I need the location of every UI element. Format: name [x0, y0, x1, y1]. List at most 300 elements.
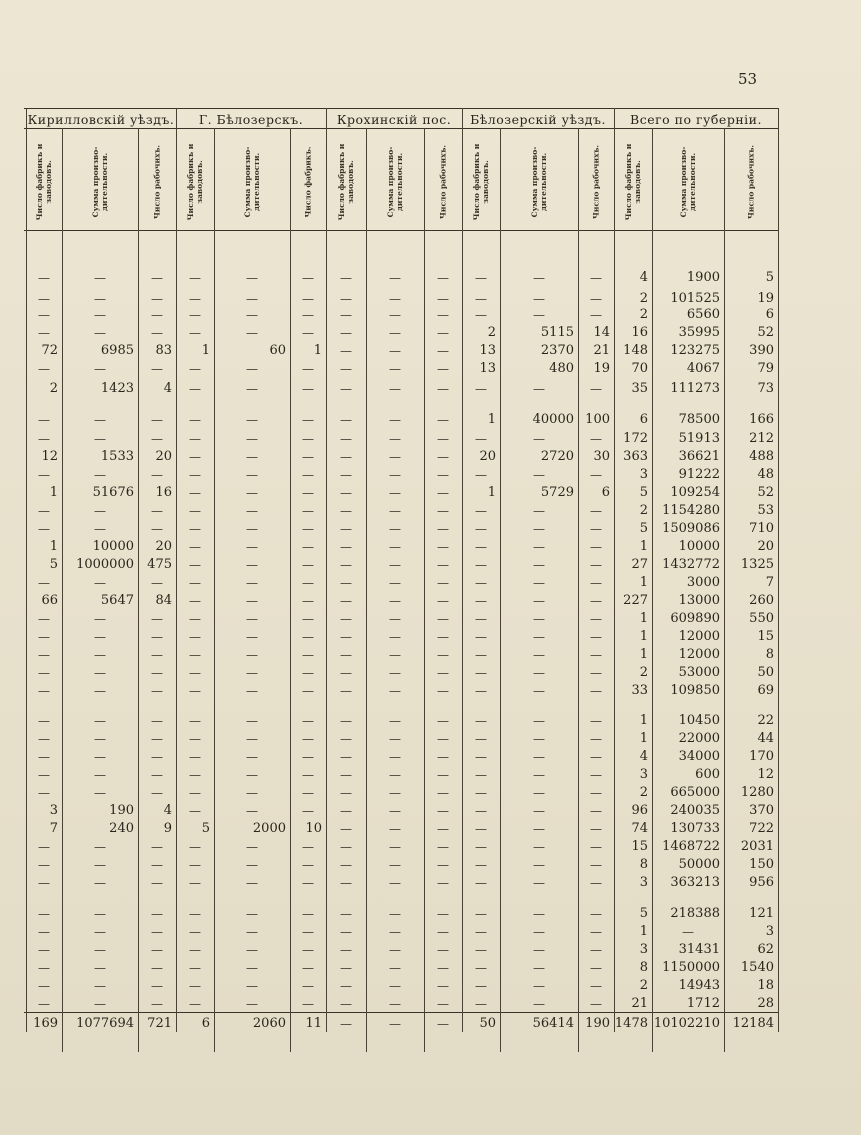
table-cell: 12000: [678, 629, 720, 644]
table-cell: —: [437, 840, 449, 854]
table-cell: —: [590, 271, 602, 285]
table-cell: —: [389, 961, 401, 975]
table-cell: —: [590, 732, 602, 746]
table-cell: —: [302, 486, 314, 500]
table-cell: —: [151, 714, 163, 728]
table-cell: —: [475, 997, 487, 1011]
table-cell: —: [151, 576, 163, 590]
table-cell: —: [302, 768, 314, 782]
table-cell: —: [533, 612, 545, 626]
table-cell: —: [189, 576, 201, 590]
table-cell: 488: [749, 449, 774, 464]
table-cell: 4: [639, 749, 648, 764]
column-header-label: Число рабочихъ.: [746, 145, 756, 219]
column-header-label: Число рабочихъ.: [438, 145, 448, 219]
table-cell: 6985: [100, 343, 134, 358]
column-divider: [214, 128, 215, 1052]
table-cell: —: [302, 612, 314, 626]
table-cell: —: [590, 804, 602, 818]
table-cell: —: [94, 576, 106, 590]
table-cell: 40000: [532, 412, 574, 427]
table-cell: —: [389, 943, 401, 957]
table-cell: —: [246, 750, 258, 764]
column-header: [62, 138, 138, 226]
table-cell: 27: [631, 557, 648, 572]
table-cell: —: [151, 468, 163, 482]
table-cell: —: [437, 714, 449, 728]
table-cell: —: [437, 907, 449, 921]
table-cell: 1: [639, 731, 648, 746]
table-cell: 83: [155, 343, 172, 358]
table-cell: —: [151, 768, 163, 782]
table-cell: —: [302, 925, 314, 939]
table-cell: —: [246, 768, 258, 782]
table-cell: —: [590, 594, 602, 608]
table-cell: —: [475, 576, 487, 590]
table-cell: —: [151, 750, 163, 764]
table-cell: 4: [163, 803, 172, 818]
table-cell: 12000: [678, 647, 720, 662]
table-cell: 370: [749, 803, 774, 818]
table-cell: —: [94, 326, 106, 340]
table-cell: 609890: [670, 611, 720, 626]
table-cell: —: [151, 876, 163, 890]
table-cell: 4067: [686, 361, 720, 376]
table-cell: —: [189, 486, 201, 500]
table-cell: —: [437, 413, 449, 427]
table-cell: —: [94, 714, 106, 728]
table-cell: 1468722: [662, 839, 720, 854]
table-cell: —: [340, 822, 352, 836]
table-cell: —: [246, 684, 258, 698]
table-cell: —: [246, 961, 258, 975]
table-cell: —: [94, 432, 106, 446]
table-cell: —: [151, 522, 163, 536]
table-cell: —: [389, 382, 401, 396]
table-cell: 13: [479, 361, 496, 376]
table-cell: —: [389, 540, 401, 554]
table-cell: —: [94, 750, 106, 764]
table-cell: —: [94, 768, 106, 782]
table-cell: —: [437, 326, 449, 340]
table-cell: —: [389, 732, 401, 746]
table-cell: —: [189, 558, 201, 572]
table-cell: —: [246, 714, 258, 728]
table-cell: —: [475, 876, 487, 890]
table-cell: —: [437, 504, 449, 518]
table-cell: —: [533, 714, 545, 728]
table-cell: —: [246, 666, 258, 680]
table-cell: —: [302, 292, 314, 306]
table-cell: —: [533, 925, 545, 939]
table-cell: 70: [631, 361, 648, 376]
table-cell: 69: [757, 683, 774, 698]
table-cell: —: [38, 768, 50, 782]
table-cell: —: [246, 432, 258, 446]
table-cell: —: [389, 362, 401, 376]
table-cell: —: [189, 714, 201, 728]
table-cell: 121: [749, 906, 774, 921]
table-cell: —: [533, 684, 545, 698]
table-cell: —: [340, 786, 352, 800]
table-cell: 1: [487, 485, 496, 500]
table-cell: —: [533, 648, 545, 662]
table-cell: 78500: [678, 412, 720, 427]
table-cell: —: [38, 876, 50, 890]
table-cell: —: [475, 714, 487, 728]
column-header-label: Число фабрикъ и заводовъ.: [624, 143, 642, 221]
table-cell: 22000: [678, 731, 720, 746]
table-cell: 15: [757, 629, 774, 644]
table-cell: 2: [49, 381, 58, 396]
table-cell: —: [437, 540, 449, 554]
table-cell: —: [151, 858, 163, 872]
table-cell: —: [302, 840, 314, 854]
column-header: [724, 138, 778, 226]
table-cell: —: [302, 468, 314, 482]
table-cell: 1000000: [76, 557, 134, 572]
table-cell: 5: [639, 906, 648, 921]
table-cell: —: [340, 504, 352, 518]
table-cell: —: [590, 630, 602, 644]
table-cell: —: [475, 308, 487, 322]
table-cell: —: [590, 750, 602, 764]
table-cell: —: [590, 858, 602, 872]
table-cell: —: [340, 308, 352, 322]
table-cell: 1: [639, 924, 648, 939]
table-cell: —: [302, 876, 314, 890]
table-cell: —: [151, 840, 163, 854]
table-cell: —: [475, 382, 487, 396]
column-divider: [176, 108, 177, 1032]
table-cell: —: [590, 522, 602, 536]
table-cell: 30: [593, 449, 610, 464]
column-header: [652, 138, 724, 226]
table-cell: —: [590, 979, 602, 993]
table-cell: 1280: [740, 785, 774, 800]
table-cell: —: [475, 804, 487, 818]
table-cell: 1: [313, 343, 322, 358]
table-cell: 50000: [678, 857, 720, 872]
table-cell: 2031: [740, 839, 774, 854]
table-cell: —: [38, 308, 50, 322]
column-header-label: Число фабрикъ и заводовъ.: [472, 143, 490, 221]
table-cell: 240035: [670, 803, 720, 818]
table-cell: —: [389, 666, 401, 680]
table-cell: —: [189, 540, 201, 554]
table-cell: —: [437, 576, 449, 590]
table-cell: —: [189, 925, 201, 939]
table-cell: —: [151, 326, 163, 340]
table-cell: —: [437, 344, 449, 358]
table-cell: —: [533, 997, 545, 1011]
table-cell: —: [246, 504, 258, 518]
table-cell: —: [437, 432, 449, 446]
table-cell: —: [94, 271, 106, 285]
table-cell: 66: [41, 593, 58, 608]
table-cell: —: [590, 876, 602, 890]
table-cell: —: [340, 558, 352, 572]
table-cell: —: [340, 648, 352, 662]
table-cell: —: [189, 468, 201, 482]
table-cell: —: [151, 925, 163, 939]
table-cell: —: [302, 576, 314, 590]
table-cell: —: [590, 786, 602, 800]
table-cell: —: [533, 292, 545, 306]
table-cell: —: [533, 666, 545, 680]
table-cell: 170: [749, 749, 774, 764]
table-cell: —: [475, 468, 487, 482]
table-cell: 5: [639, 485, 648, 500]
table-cell: —: [533, 630, 545, 644]
table-cell: —: [437, 786, 449, 800]
table-cell: —: [189, 997, 201, 1011]
region-header: Крохинскій пос.: [336, 112, 452, 127]
table-cell: 3000: [686, 575, 720, 590]
table-cell: —: [340, 840, 352, 854]
table-cell: 52: [757, 325, 774, 340]
table-cell: —: [475, 925, 487, 939]
table-cell: —: [590, 943, 602, 957]
table-cell: —: [340, 362, 352, 376]
table-cell: —: [533, 594, 545, 608]
table-cell: —: [246, 804, 258, 818]
column-header: [290, 138, 326, 226]
column-divider: [62, 128, 63, 1052]
table-cell: —: [189, 666, 201, 680]
table-cell: —: [246, 382, 258, 396]
column-header-label: Сумма произво- дительности.: [530, 146, 548, 218]
table-cell: 73: [757, 381, 774, 396]
table-cell: —: [38, 504, 50, 518]
table-cell: —: [38, 612, 50, 626]
table-cell: 260: [749, 593, 774, 608]
table-cell: —: [189, 732, 201, 746]
table-cell: 8: [639, 857, 648, 872]
table-cell: 4: [639, 270, 648, 285]
table-cell: —: [340, 876, 352, 890]
table-cell: —: [302, 858, 314, 872]
table-cell: —: [151, 961, 163, 975]
table-cell: —: [475, 432, 487, 446]
total-cell: 169: [33, 1016, 58, 1031]
table-cell: —: [302, 504, 314, 518]
table-cell: —: [437, 648, 449, 662]
table-cell: 1900: [686, 270, 720, 285]
table-cell: 51676: [92, 485, 134, 500]
table-cell: —: [437, 612, 449, 626]
table-cell: —: [533, 522, 545, 536]
table-cell: 1533: [100, 449, 134, 464]
table-cell: 13: [479, 343, 496, 358]
table-cell: —: [38, 648, 50, 662]
table-cell: —: [246, 840, 258, 854]
table-cell: —: [302, 594, 314, 608]
table-cell: —: [340, 925, 352, 939]
table-cell: 475: [147, 557, 172, 572]
table-cell: 2: [487, 325, 496, 340]
table-cell: —: [389, 612, 401, 626]
table-cell: —: [189, 522, 201, 536]
table-cell: —: [151, 292, 163, 306]
table-cell: —: [94, 943, 106, 957]
table-cell: —: [151, 786, 163, 800]
table-cell: —: [437, 362, 449, 376]
table-cell: —: [475, 840, 487, 854]
table-cell: 166: [749, 412, 774, 427]
table-cell: 5115: [540, 325, 574, 340]
table-cell: —: [437, 961, 449, 975]
column-divider: [366, 128, 367, 1052]
table-cell: —: [340, 576, 352, 590]
table-cell: —: [189, 450, 201, 464]
table-cell: —: [340, 382, 352, 396]
table-cell: 53: [757, 503, 774, 518]
total-cell: 10102210: [653, 1016, 720, 1031]
total-cell: —: [340, 1017, 352, 1031]
table-cell: —: [38, 292, 50, 306]
table-cell: 6: [601, 485, 610, 500]
table-cell: —: [38, 907, 50, 921]
table-cell: —: [590, 714, 602, 728]
table-cell: —: [302, 540, 314, 554]
table-cell: 1509086: [662, 521, 720, 536]
table-cell: 31431: [678, 942, 720, 957]
table-cell: —: [340, 630, 352, 644]
table-cell: —: [189, 684, 201, 698]
table-cell: 84: [155, 593, 172, 608]
column-header-label: Сумма произво- дительности.: [243, 146, 261, 218]
column-header-label: Число рабочихъ.: [591, 145, 601, 219]
table-cell: 550: [749, 611, 774, 626]
table-cell: —: [340, 714, 352, 728]
table-cell: —: [302, 522, 314, 536]
table-cell: —: [340, 522, 352, 536]
table-cell: —: [151, 308, 163, 322]
table-cell: —: [475, 768, 487, 782]
table-cell: —: [94, 732, 106, 746]
table-cell: —: [340, 540, 352, 554]
table-cell: —: [94, 979, 106, 993]
table-cell: —: [38, 576, 50, 590]
table-cell: —: [94, 786, 106, 800]
table-cell: —: [189, 979, 201, 993]
table-cell: —: [590, 907, 602, 921]
table-cell: 6560: [686, 307, 720, 322]
column-divider: [778, 108, 779, 1032]
table-cell: —: [340, 961, 352, 975]
table-cell: 6: [765, 307, 774, 322]
table-cell: —: [437, 292, 449, 306]
table-cell: —: [189, 326, 201, 340]
table-cell: —: [340, 432, 352, 446]
table-cell: —: [38, 786, 50, 800]
table-cell: 2720: [540, 449, 574, 464]
table-cell: —: [189, 961, 201, 975]
table-cell: —: [533, 308, 545, 322]
table-cell: —: [246, 925, 258, 939]
table-cell: —: [475, 961, 487, 975]
table-cell: —: [94, 684, 106, 698]
table-cell: —: [38, 413, 50, 427]
table-cell: —: [38, 997, 50, 1011]
table-cell: 10450: [678, 713, 720, 728]
table-cell: —: [302, 362, 314, 376]
table-cell: —: [302, 326, 314, 340]
column-header: [500, 138, 578, 226]
table-cell: —: [533, 558, 545, 572]
table-cell: 50: [757, 665, 774, 680]
total-cell: 2060: [252, 1016, 286, 1031]
table-cell: —: [533, 468, 545, 482]
table-cell: —: [189, 750, 201, 764]
table-cell: —: [302, 271, 314, 285]
table-cell: 15: [631, 839, 648, 854]
column-header: [326, 138, 366, 226]
table-cell: —: [189, 768, 201, 782]
table-cell: —: [340, 997, 352, 1011]
table-cell: 2: [639, 785, 648, 800]
table-cell: —: [189, 594, 201, 608]
table-cell: —: [151, 997, 163, 1011]
table-cell: —: [189, 362, 201, 376]
table-cell: —: [246, 786, 258, 800]
table-cell: —: [590, 768, 602, 782]
table-cell: 2000: [252, 821, 286, 836]
table-cell: —: [533, 768, 545, 782]
table-cell: —: [389, 630, 401, 644]
table-cell: —: [302, 413, 314, 427]
table-cell: 14: [593, 325, 610, 340]
table-cell: —: [389, 858, 401, 872]
total-cell: 50: [479, 1016, 496, 1031]
table-cell: —: [302, 630, 314, 644]
table-cell: —: [302, 943, 314, 957]
table-cell: —: [340, 666, 352, 680]
table-cell: —: [38, 750, 50, 764]
table-cell: —: [389, 486, 401, 500]
column-divider: [290, 128, 291, 1052]
statistics-table: [24, 108, 778, 1032]
table-cell: —: [302, 450, 314, 464]
table-cell: —: [389, 558, 401, 572]
table-cell: —: [302, 997, 314, 1011]
column-header-label: Сумма произво- дительности.: [679, 146, 697, 218]
table-cell: —: [189, 804, 201, 818]
table-cell: —: [437, 732, 449, 746]
table-cell: 5647: [100, 593, 134, 608]
table-cell: 51913: [678, 431, 720, 446]
column-header-label: Число фабрикъ.: [303, 146, 313, 218]
table-cell: —: [389, 822, 401, 836]
table-cell: —: [246, 308, 258, 322]
table-cell: —: [94, 876, 106, 890]
table-cell: —: [94, 522, 106, 536]
table-cell: —: [475, 684, 487, 698]
table-cell: —: [437, 558, 449, 572]
region-header: Кирилловскій уѣздъ.: [27, 112, 175, 127]
table-cell: 1: [639, 575, 648, 590]
table-cell: —: [475, 666, 487, 680]
table-cell: —: [340, 292, 352, 306]
table-cell: 363213: [670, 875, 720, 890]
table-cell: 227: [623, 593, 648, 608]
table-cell: —: [475, 594, 487, 608]
table-cell: 2: [639, 978, 648, 993]
table-cell: 74: [631, 821, 648, 836]
table-cell: —: [246, 326, 258, 340]
table-cell: 3: [639, 942, 648, 957]
